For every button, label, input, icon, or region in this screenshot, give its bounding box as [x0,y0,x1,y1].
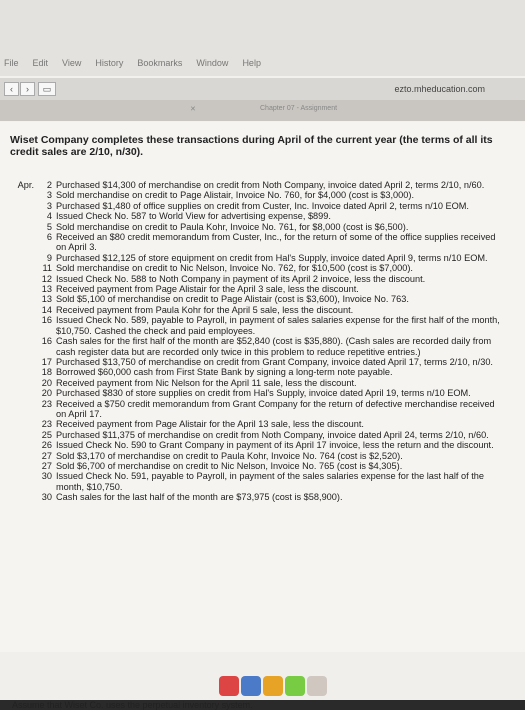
transaction-day: 25 [41,429,52,440]
transaction-row [0,367,525,377]
transaction-text: Received payment from Nic Nelson for the April 11 sale, less the discount. [56,377,357,388]
transaction-day: 6 [46,232,52,243]
transaction-day: 20 [41,377,52,388]
transaction-month [0,492,34,502]
transaction-day: 23 [41,419,52,430]
transaction-month [0,284,34,294]
transaction-row [0,461,525,471]
transaction-month [0,305,34,315]
transaction-row [0,378,525,388]
transaction-text: Purchased $11,375 of merchandise on credit from Noth Company, invoice dated April 24, terms 2/10, n/60. [56,429,489,440]
transaction-row [0,253,525,263]
transaction-text: Cash sales for the last half of the month are $73,975 (cost is $58,900). [56,492,343,503]
transaction-row [0,284,525,294]
app-icon[interactable] [219,676,239,696]
transaction-month [0,461,34,471]
menu-item[interactable]: Window [196,58,229,68]
menu-bar [0,0,525,76]
transaction-text: Purchased $1,480 of office supplies on credit from Custer, Inc. Invoice dated April 2, terms n/10 EOM. [56,200,469,211]
transaction-text: Cash sales for the first half of the month are $52,840 (cost is $35,880). (Cash sales are recorded daily from cash register data but are recorded only twice in this problem to reduce repetitive entries.) [56,336,492,357]
transaction-day: 30 [41,492,52,503]
app-icon[interactable] [307,676,327,696]
transaction-month [0,263,34,273]
transaction-text: Sold $6,700 of merchandise on credit to Nic Nelson, Invoice No. 765 (cost is $4,305). [56,460,403,471]
transaction-text: Purchased $830 of store supplies on credit from Hal's Supply, invoice dated April 19, terms n/10 EOM. [56,388,471,399]
address-domain[interactable]: ezto.mheducation.com [394,84,485,94]
transaction-text: Received payment from Page Alistair for the April 13 sale, less the discount. [56,419,364,430]
transaction-month [0,232,34,253]
transaction-row [0,201,525,211]
menu-items [0,58,261,68]
transaction-day: 27 [41,460,52,471]
transaction-day: 2 [46,180,52,190]
transaction-row [0,357,525,367]
transaction-month [0,471,34,492]
transaction-day: 13 [41,294,52,305]
transaction-day: 20 [41,388,52,399]
transaction-month [0,430,34,440]
transaction-month [0,294,34,304]
menu-item[interactable]: View [62,58,82,68]
transaction-row [0,388,525,398]
transaction-text: Issued Check No. 591, payable to Payroll, in payment of the sales salaries expense for the last half of the month, $10,750. [56,471,484,492]
tab-chapter-assignment[interactable]: Chapter 07 - Assignment [260,105,338,112]
transaction-row [0,232,525,253]
transaction-day: 4 [46,211,52,222]
transaction-row [0,430,525,440]
transaction-day: 26 [41,440,52,451]
transaction-day: 12 [41,273,52,284]
transaction-text: Issued Check No. 590 to Grant Company in payment of its April 17 invoice, less the return and the discount. [56,440,494,451]
transaction-month [0,222,34,232]
transaction-row [0,419,525,429]
transaction-text: Purchased $12,125 of store equipment on credit from Hal's Supply, invoice dated April 9, terms n/10 EOM. [56,252,488,263]
transaction-month [0,211,34,221]
transaction-day: 14 [41,304,52,315]
transaction-text: Sold $5,100 of merchandise on credit to Page Alistair (cost is $3,600), Invoice No. 763. [56,294,409,305]
app-icon[interactable] [285,676,305,696]
close-tab-icon[interactable]: ✕ [190,106,196,113]
transaction-day: 5 [46,221,52,232]
transaction-day: 18 [41,367,52,378]
app-icon[interactable] [241,676,261,696]
transaction-text: Issued Check No. 589, payable to Payroll, in payment of sales salaries expense for the first half of the month, $10,750. Cashed the check and paid employees. [56,315,500,336]
menu-item[interactable]: Bookmarks [137,58,183,68]
transaction-text: Received payment from Page Alistair for the April 3 sale, less the discount. [56,284,359,295]
dock [0,652,525,700]
app-icon[interactable] [263,676,283,696]
transaction-month [0,388,34,398]
transaction-row [0,451,525,461]
transaction-text: Purchased $14,300 of merchandise on credit from Noth Company, invoice dated April 2, terms 2/10, n/60. [56,180,485,190]
transaction-month [0,399,34,420]
transaction-month [0,440,34,450]
transaction-day: 16 [41,336,52,347]
transaction-month: Apr. [17,180,34,190]
transaction-month [0,336,34,357]
transaction-month [0,378,34,388]
transaction-day: 16 [41,315,52,326]
transaction-row [0,211,525,221]
transaction-text: Received a $750 credit memorandum from Grant Company for the return of defective merchandise received on April 17. [56,398,495,419]
transaction-day: 27 [41,450,52,461]
menu-item[interactable]: File [4,58,19,68]
problem-intro: Wiset Company completes these transactions during April of the current year (the terms of all its credit sales are 2/10, n/30). [10,134,493,158]
menu-item[interactable]: Edit [32,58,49,68]
transaction-month [0,190,34,200]
transaction-row [0,180,525,190]
tab-bar [0,101,525,121]
transaction-month [0,253,34,263]
transactions-list [0,180,525,503]
transaction-row [0,492,525,502]
transaction-row [0,315,525,336]
transaction-text: Purchased $13,750 of merchandise on credit from Grant Company, invoice dated April 17, terms 2/10, n/30. [56,356,493,367]
browser-toolbar [0,78,525,101]
transaction-month [0,201,34,211]
transaction-text: Sold merchandise on credit to Paula Kohr, Invoice No. 761, for $8,000 (cost is $6,500). [56,221,409,232]
transaction-month [0,419,34,429]
transaction-text: Received an $80 credit memorandum from Custer, Inc., for the return of some of the office supplies received on April 3. [56,232,496,253]
transaction-month [0,357,34,367]
transaction-month [0,274,34,284]
transaction-row [0,336,525,357]
transaction-row [0,190,525,200]
menu-item[interactable]: Help [242,58,261,68]
menu-item[interactable]: History [95,58,124,68]
transaction-row [0,263,525,273]
transaction-text: Issued Check No. 588 to Noth Company in payment of its April 2 invoice, less the discount. [56,273,426,284]
transaction-text: Sold merchandise on credit to Page Alistair, Invoice No. 760, for $4,000 (cost is $3,000). [56,190,415,201]
transaction-row [0,305,525,315]
transaction-month [0,367,34,377]
transaction-day: 30 [41,471,52,482]
transaction-day: 17 [41,356,52,367]
transaction-text: Issued Check No. 587 to World View for advertising expense, $899. [56,211,331,222]
transaction-month [0,451,34,461]
transaction-month [0,315,34,336]
transaction-day: 11 [42,263,52,274]
transaction-row [0,294,525,304]
problem-panel [0,122,525,710]
back-button[interactable]: ‹ [4,82,19,96]
sidebar-icon[interactable]: ▭ [38,82,56,96]
transaction-row [0,471,525,492]
transaction-day: 3 [46,200,52,211]
transaction-text: Borrowed $60,000 cash from First State Bank by signing a long-term note payable. [56,367,393,378]
forward-button[interactable]: › [20,82,35,96]
transaction-text: Sold $3,170 of merchandise on credit to Paula Kohr, Invoice No. 764 (cost is $2,520). [56,450,403,461]
transaction-text: Sold merchandise on credit to Nic Nelson, Invoice No. 762, for $10,500 (cost is $7,000). [56,263,413,274]
footnote: Assume that Wiset Co. uses the perpetual inventory system. [12,700,253,710]
transaction-day: 23 [41,398,52,409]
transaction-row [0,222,525,232]
transaction-day: 3 [46,190,52,201]
transaction-row [0,399,525,420]
transaction-row [0,274,525,284]
transaction-row [0,440,525,450]
transaction-text: Received payment from Paula Kohr for the April 5 sale, less the discount. [56,304,354,315]
transaction-day: 9 [46,252,52,263]
transaction-day: 13 [41,284,52,295]
